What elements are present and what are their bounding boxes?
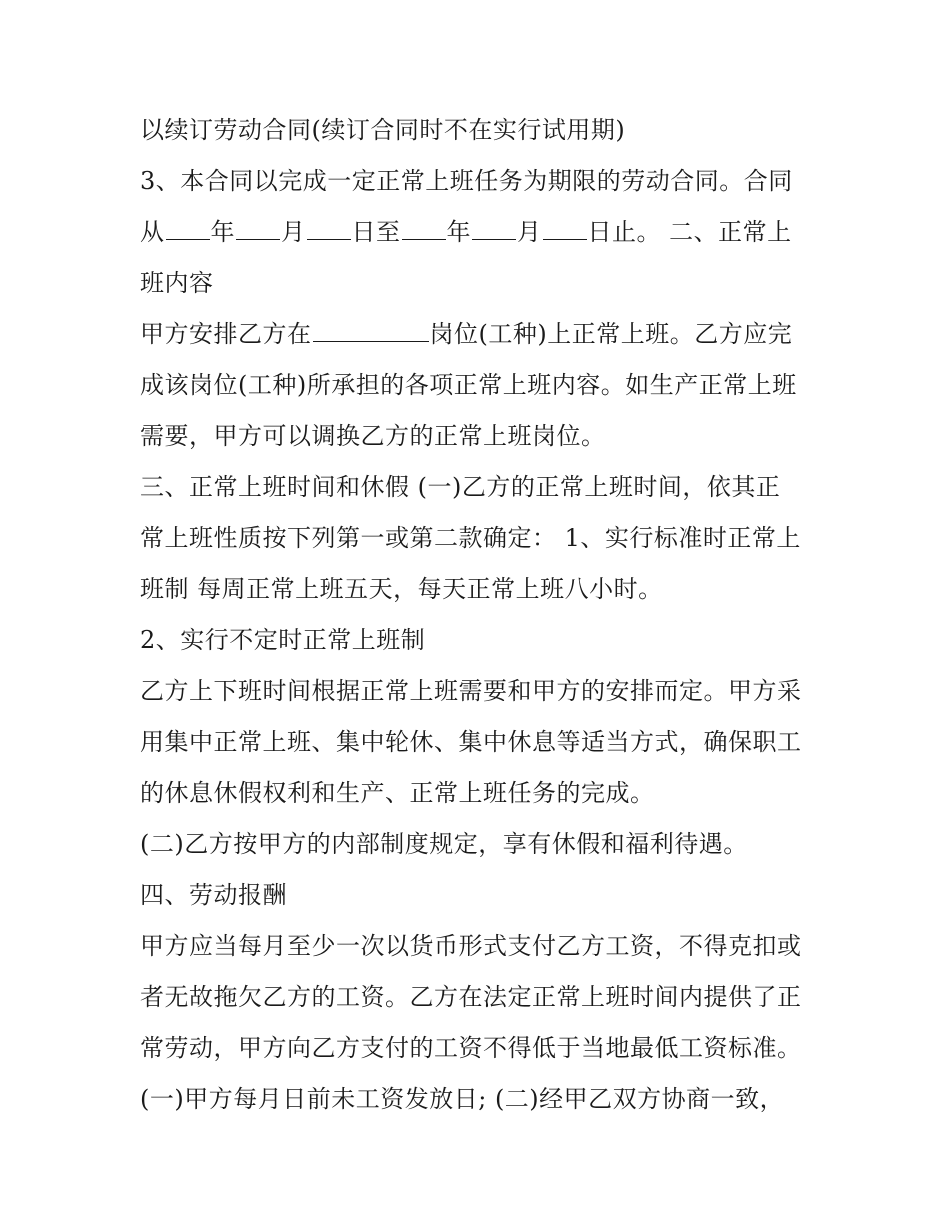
text-line: (二)乙方按甲方的内部制度规定，享有休假和福利待遇。 — [140, 830, 748, 858]
text-line: 的休息休假权利和生产、正常上班任务的完成。 — [140, 779, 655, 807]
blank-field — [307, 219, 351, 240]
text-line: 班内容 — [140, 269, 214, 297]
text-line: 以续订劳动合同(续订合同时不在实行试用期) — [140, 116, 626, 144]
text-line: 用集中正常上班、集中轮休、集中休息等适当方式，确保职工 — [140, 728, 802, 756]
blank-field — [402, 219, 446, 240]
blank-field — [543, 219, 587, 240]
text-line: 三、正常上班时间和休假 (一)乙方的正常上班时间，依其正 — [140, 473, 781, 501]
text-line-with-blanks: 从 年 月 日至 年 月 日止。 二、正常上 — [140, 218, 792, 246]
text-line: 需要，甲方可以调换乙方的正常上班岗位。 — [140, 422, 606, 450]
blank-field — [236, 219, 280, 240]
text-line: 甲方应当每月至少一次以货币形式支付乙方工资，不得克扣或 — [140, 932, 802, 960]
blank-field — [313, 321, 429, 342]
text-line: 常上班性质按下列第一或第二款确定： 1、实行标准时正常上 — [140, 524, 801, 552]
blank-field — [166, 219, 210, 240]
text-line: 成该岗位(工种)所承担的各项正常上班内容。如生产正常上班 — [140, 371, 797, 399]
text-line-with-blanks: 甲方安排乙方在 岗位(工种)上正常上班。乙方应完 — [140, 320, 793, 348]
text-line: 乙方上下班时间根据正常上班需要和甲方的安排而定。甲方采 — [140, 677, 802, 705]
text-line: (一)甲方每月日前未工资发放日; (二)经甲乙双方协商一致， — [140, 1085, 785, 1113]
text-line: 3、本合同以完成一定正常上班任务为期限的劳动合同。合同 — [140, 167, 793, 195]
text-line: 常劳动，甲方向乙方支付的工资不得低于当地最低工资标准。 — [140, 1034, 802, 1062]
blank-field — [472, 219, 516, 240]
text-line: 班制 每周正常上班五天，每天正常上班八小时。 — [140, 575, 663, 603]
section-heading: 四、劳动报酬 — [140, 881, 287, 909]
text-line: 者无故拖欠乙方的工资。乙方在法定正常上班时间内提供了正 — [140, 983, 802, 1011]
text-line: 2、实行不定时正常上班制 — [140, 626, 426, 654]
